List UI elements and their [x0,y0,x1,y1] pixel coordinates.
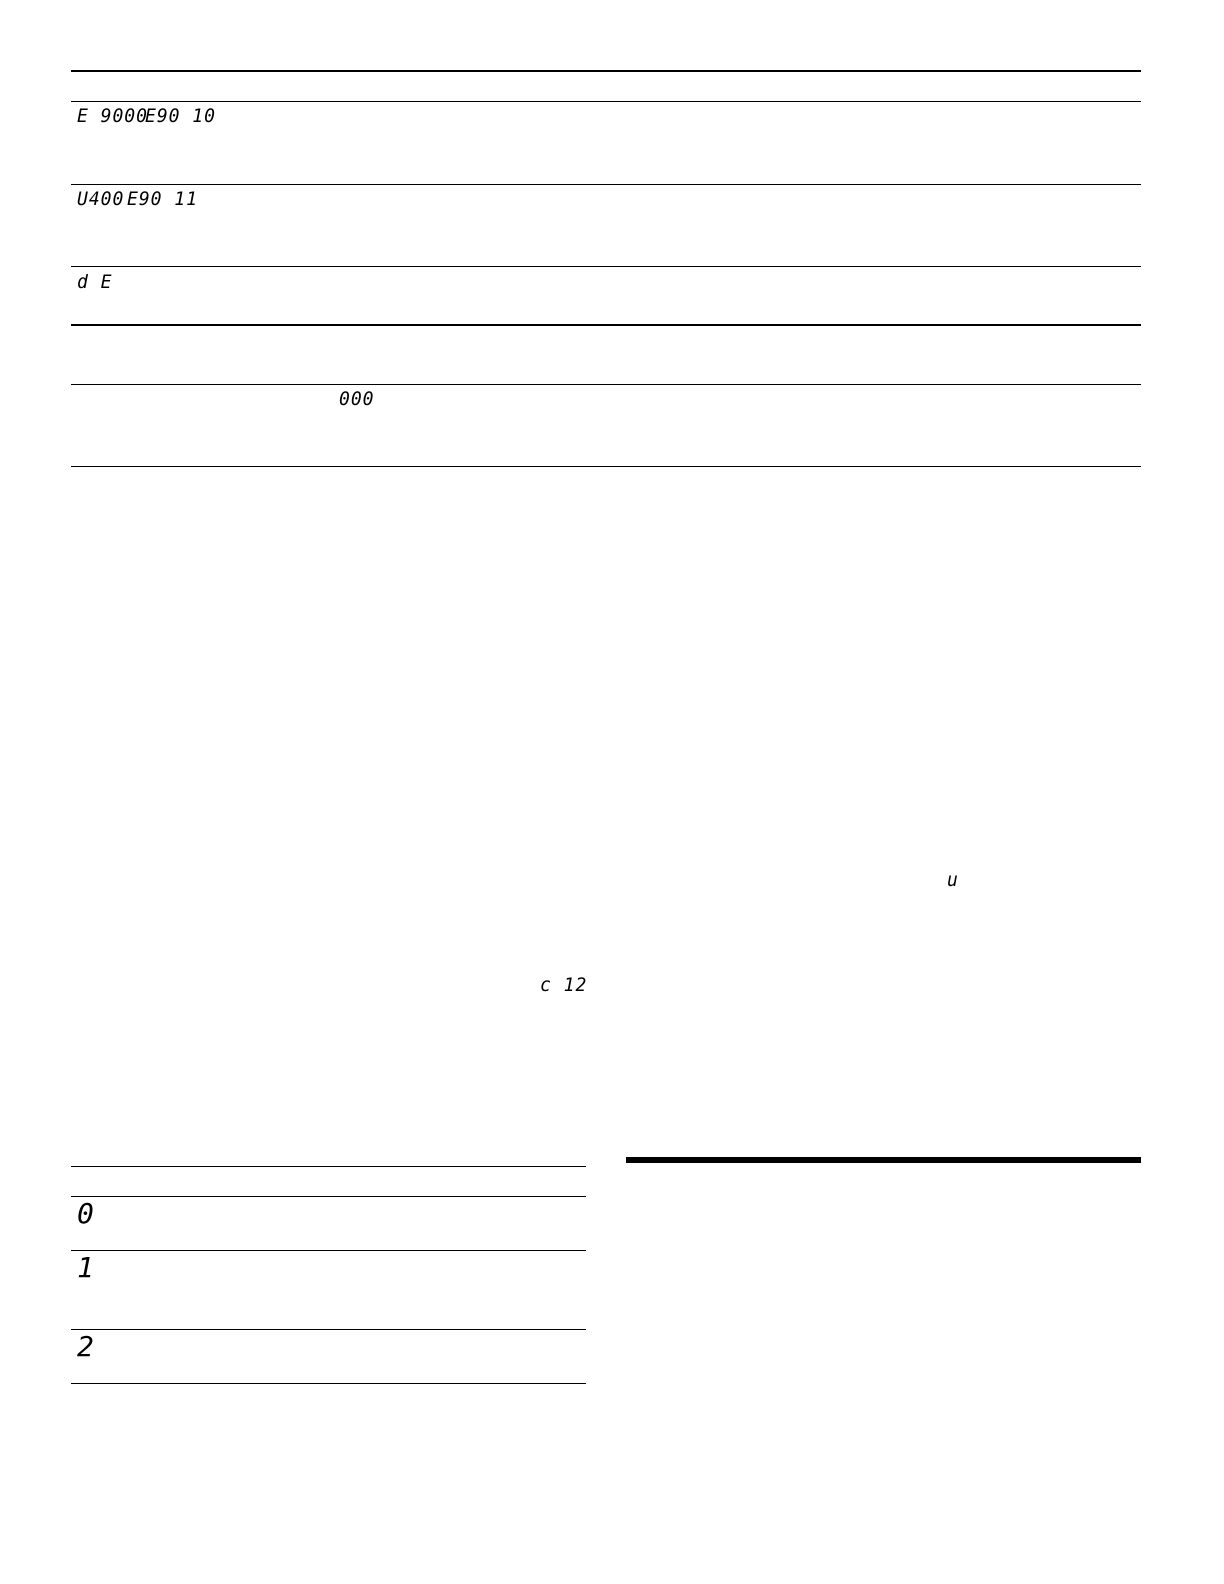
table-bottom-bottom-rule [71,1383,586,1384]
table-bottom-row-rule [71,1250,586,1251]
display-code-1: 1 [77,1251,95,1284]
table-top-section-rule [71,324,1141,326]
table-bottom-header-rule [71,1166,586,1167]
table-top-bottom-rule [71,466,1141,467]
table-top-row-rule [71,184,1141,185]
display-code-e9000: E 9000 [77,105,148,127]
table-bottom-row-rule [71,1329,586,1330]
display-code-000: 000 [339,388,375,410]
display-code-2: 2 [77,1330,95,1363]
table-top-row-rule [71,101,1141,102]
display-code-u400: U400 [77,188,125,210]
table-top-header-rule [71,70,1141,72]
section-heading-bar [626,1157,1141,1163]
display-code-c12: c 12 [540,974,588,996]
display-code-0: 0 [77,1197,95,1230]
display-code-de: d E [77,271,113,293]
display-code-u: u [947,869,959,891]
display-code-e9010: E90 10 [145,105,216,127]
table-top-row-rule [71,384,1141,385]
display-code-e9011: E90 11 [127,188,198,210]
table-bottom-row-rule [71,1196,586,1197]
table-top-row-rule [71,266,1141,267]
